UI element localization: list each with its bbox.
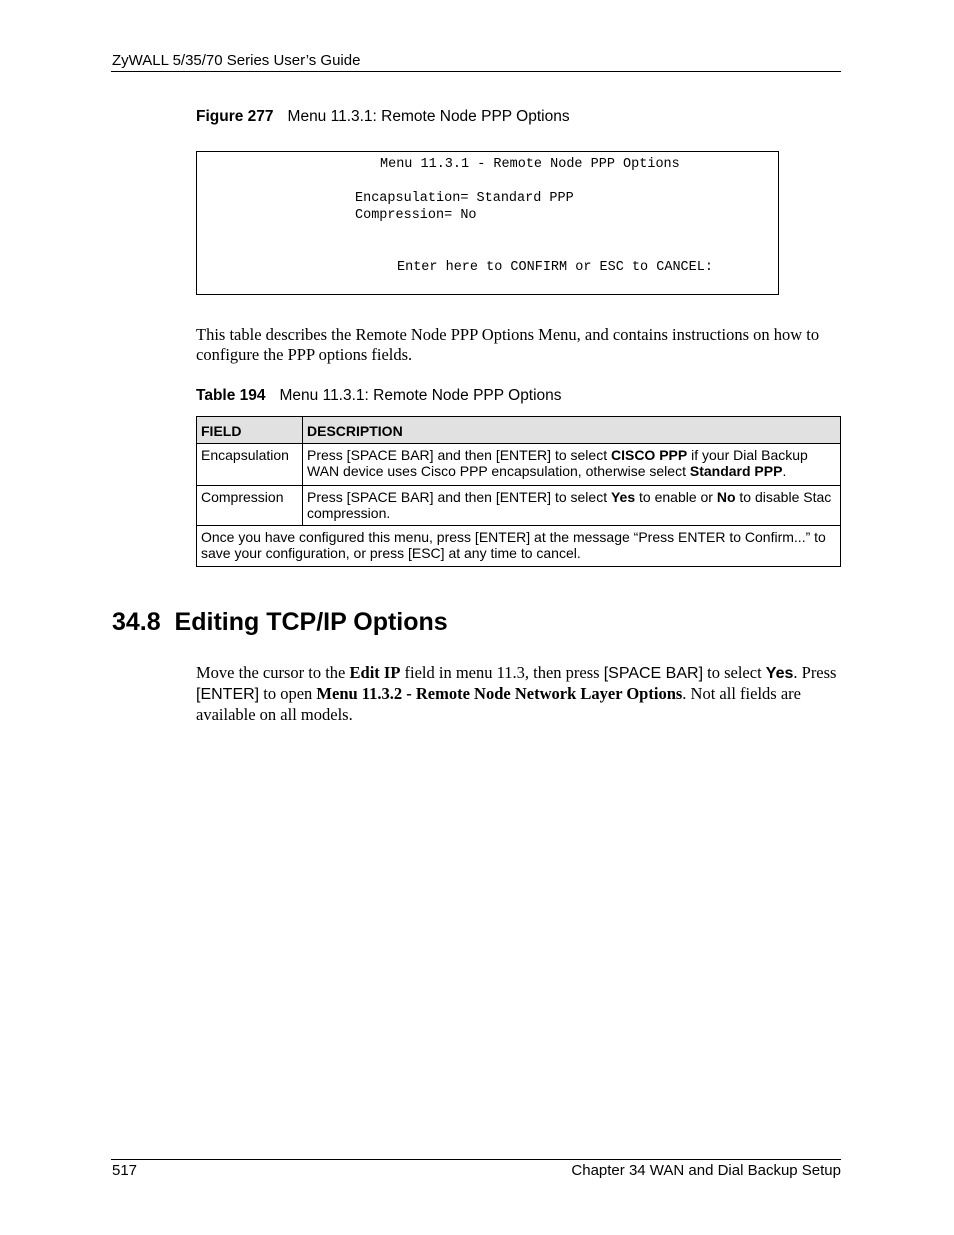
- field-cell: Compression: [197, 486, 303, 526]
- footer-rule: [111, 1159, 841, 1160]
- table-footer-note: Once you have configured this menu, press [ENTER] at the message “Press ENTER to Confirm...” to save your configuration, or press [ESC] at any time to cancel.: [197, 526, 841, 567]
- para-text: . Not all fields are available on all models.: [196, 684, 801, 724]
- desc-text: Press [SPACE BAR] and then [ENTER] to select: [307, 447, 611, 463]
- figure-label: Figure 277: [196, 108, 274, 125]
- page-number: 517: [112, 1162, 138, 1179]
- header-rule: [111, 71, 841, 72]
- section-paragraph: [196, 663, 846, 725]
- table-caption-text: Menu 11.3.1: Remote Node PPP Options: [279, 387, 562, 404]
- figure-caption: [196, 108, 570, 126]
- field-header: FIELD: [197, 417, 303, 444]
- para-text: field in menu 11.3, then press: [400, 663, 604, 682]
- chapter-footer: Chapter 34 WAN and Dial Backup Setup: [571, 1162, 841, 1179]
- para-bold-yes: Yes: [765, 665, 794, 682]
- key-space-bar: [SPACE BAR]: [603, 665, 704, 682]
- desc-text: if your Dial Backup WAN device uses Cisco PPP encapsulation, otherwise select: [307, 447, 808, 479]
- table-label: Table 194: [196, 387, 266, 404]
- table-caption: [196, 387, 562, 405]
- running-header: ZyWALL 5/35/70 Series User’s Guide: [112, 52, 361, 69]
- intro-paragraph: This table describes the Remote Node PPP Options Menu, and contains instructions on how to configure the PPP options fields.: [196, 325, 820, 364]
- description-header: DESCRIPTION: [303, 417, 841, 444]
- desc-text: .: [782, 463, 787, 479]
- table-row: [197, 444, 841, 486]
- desc-text: to enable or: [635, 489, 717, 505]
- table-header-row: [197, 417, 841, 444]
- key-enter: [ENTER]: [196, 686, 260, 703]
- desc-bold: CISCO PPP: [610, 447, 688, 463]
- desc-bold: Yes: [610, 489, 636, 505]
- options-table: [196, 416, 841, 567]
- description-cell: [303, 486, 841, 526]
- terminal-screen: [196, 151, 779, 295]
- table-row: [197, 486, 841, 526]
- para-bold-menu: Menu 11.3.2 - Remote Node Network Layer Options: [316, 684, 683, 703]
- screen-title: Menu 11.3.1 - Remote Node PPP Options: [380, 157, 680, 172]
- screen-encapsulation-line: Encapsulation= Standard PPP: [355, 191, 574, 206]
- desc-bold: No: [716, 489, 736, 505]
- para-text: . Press: [793, 663, 837, 682]
- table-footer-row: [197, 526, 841, 567]
- description-cell: [303, 444, 841, 486]
- desc-bold: Standard PPP: [689, 463, 783, 479]
- screen-prompt: Enter here to CONFIRM or ESC to CANCEL:: [397, 260, 713, 275]
- field-cell: Encapsulation: [197, 444, 303, 486]
- desc-text: to disable Stac compression.: [307, 489, 832, 521]
- section-heading: 34.8 Editing TCP/IP Options: [112, 608, 448, 636]
- screen-compression-line: Compression= No: [355, 208, 477, 223]
- desc-text: Press [SPACE BAR] and then [ENTER] to select: [307, 489, 611, 505]
- para-text: Move the cursor to the: [196, 663, 350, 682]
- figure-caption-text: Menu 11.3.1: Remote Node PPP Options: [287, 108, 570, 125]
- para-bold: Edit IP: [349, 663, 401, 682]
- para-text: to open: [259, 684, 317, 703]
- para-text: to select: [703, 663, 766, 682]
